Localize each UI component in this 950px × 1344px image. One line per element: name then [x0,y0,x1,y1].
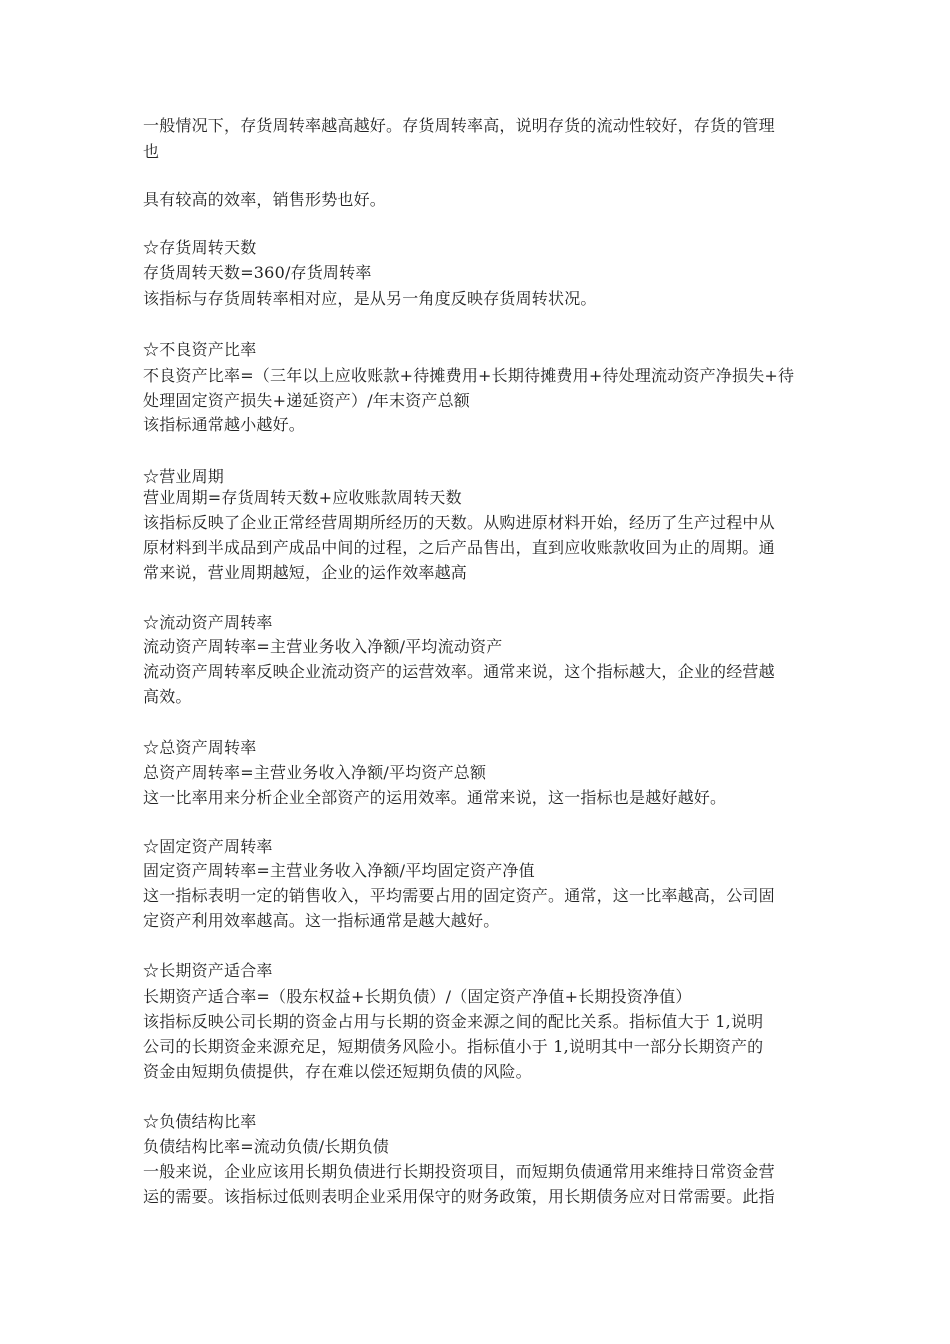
section-line: 公司的长期资金来源充足，短期债务风险小。指标值小于 1,说明其中一部分长期资产的 [143,1037,764,1056]
section-line: 存货周转天数=360/存货周转率 [143,263,372,282]
section-line: 资金由短期负债提供，存在难以偿还短期负债的风险。 [143,1062,532,1081]
section-line: 该指标反映了企业正常经营周期所经历的天数。从购进原材料开始，经历了生产过程中从 [143,513,775,532]
section-line: 这一指标表明一定的销售收入，平均需要占用的固定资产。通常，这一比率越高，公司固 [143,886,775,905]
section-line: 营业周期=存货周转天数+应收账款周转天数 [143,488,462,507]
section-line: 运的需要。该指标过低则表明企业采用保守的财务政策，用长期债务应对日常需要。此指 [143,1187,775,1206]
section-line: 一般来说，企业应该用长期负债进行长期投资项目，而短期负债通常用来维持日常资金营 [143,1162,775,1181]
section-line: 固定资产周转率=主营业务收入净额/平均固定资产净值 [143,861,535,880]
section-heading-current-asset-turnover: ☆流动资产周转率 [143,613,273,632]
section-line: 定资产利用效率越高。这一指标通常是越大越好。 [143,911,500,930]
intro-line-2: 也 [143,142,160,161]
section-heading-fixed-asset-turnover: ☆固定资产周转率 [143,837,273,856]
section-line: 原材料到半成品到产成品中间的过程，之后产品售出，直到应收账款收回为止的周期。通 [143,538,775,557]
section-line: 负债结构比率=流动负债/长期负债 [143,1137,389,1156]
intro-line-3: 具有较高的效率，销售形势也好。 [143,190,387,209]
section-line: 该指标与存货周转率相对应，是从另一角度反映存货周转状况。 [143,289,597,308]
section-line: 该指标通常越小越好。 [143,415,306,434]
section-heading-long-term-asset-fit: ☆长期资产适合率 [143,961,273,980]
intro-line-1: 一般情况下，存货周转率越高越好。存货周转率高，说明存货的流动性较好，存货的管理 [143,116,775,135]
section-line: 长期资产适合率=（股东权益+长期负债）/（固定资产净值+长期投资净值） [143,987,692,1006]
section-heading-operating-cycle: ☆营业周期 [143,467,225,486]
section-line: 这一比率用来分析企业全部资产的运用效率。通常来说，这一指标也是越好越好。 [143,788,727,807]
section-line: 常来说，营业周期越短，企业的运作效率越高 [143,563,468,582]
section-line: 处理固定资产损失+递延资产）/年末资产总额 [143,391,470,410]
section-line: 总资产周转率=主营业务收入净额/平均资产总额 [143,763,487,782]
section-heading-bad-assets: ☆不良资产比率 [143,340,257,359]
section-heading-debt-structure: ☆负债结构比率 [143,1112,257,1131]
section-heading-inventory-days: ☆存货周转天数 [143,238,257,257]
section-line: 不良资产比率=（三年以上应收账款+待摊费用+长期待摊费用+待处理流动资产净损失+待 [143,366,795,385]
section-line: 该指标反映公司长期的资金占用与长期的资金来源之间的配比关系。指标值大于 1,说明 [143,1012,764,1031]
section-line: 流动资产周转率反映企业流动资产的运营效率。通常来说，这个指标越大，企业的经营越 [143,662,775,681]
section-heading-total-asset-turnover: ☆总资产周转率 [143,738,257,757]
section-line: 高效。 [143,687,192,706]
section-line: 流动资产周转率=主营业务收入净额/平均流动资产 [143,637,503,656]
